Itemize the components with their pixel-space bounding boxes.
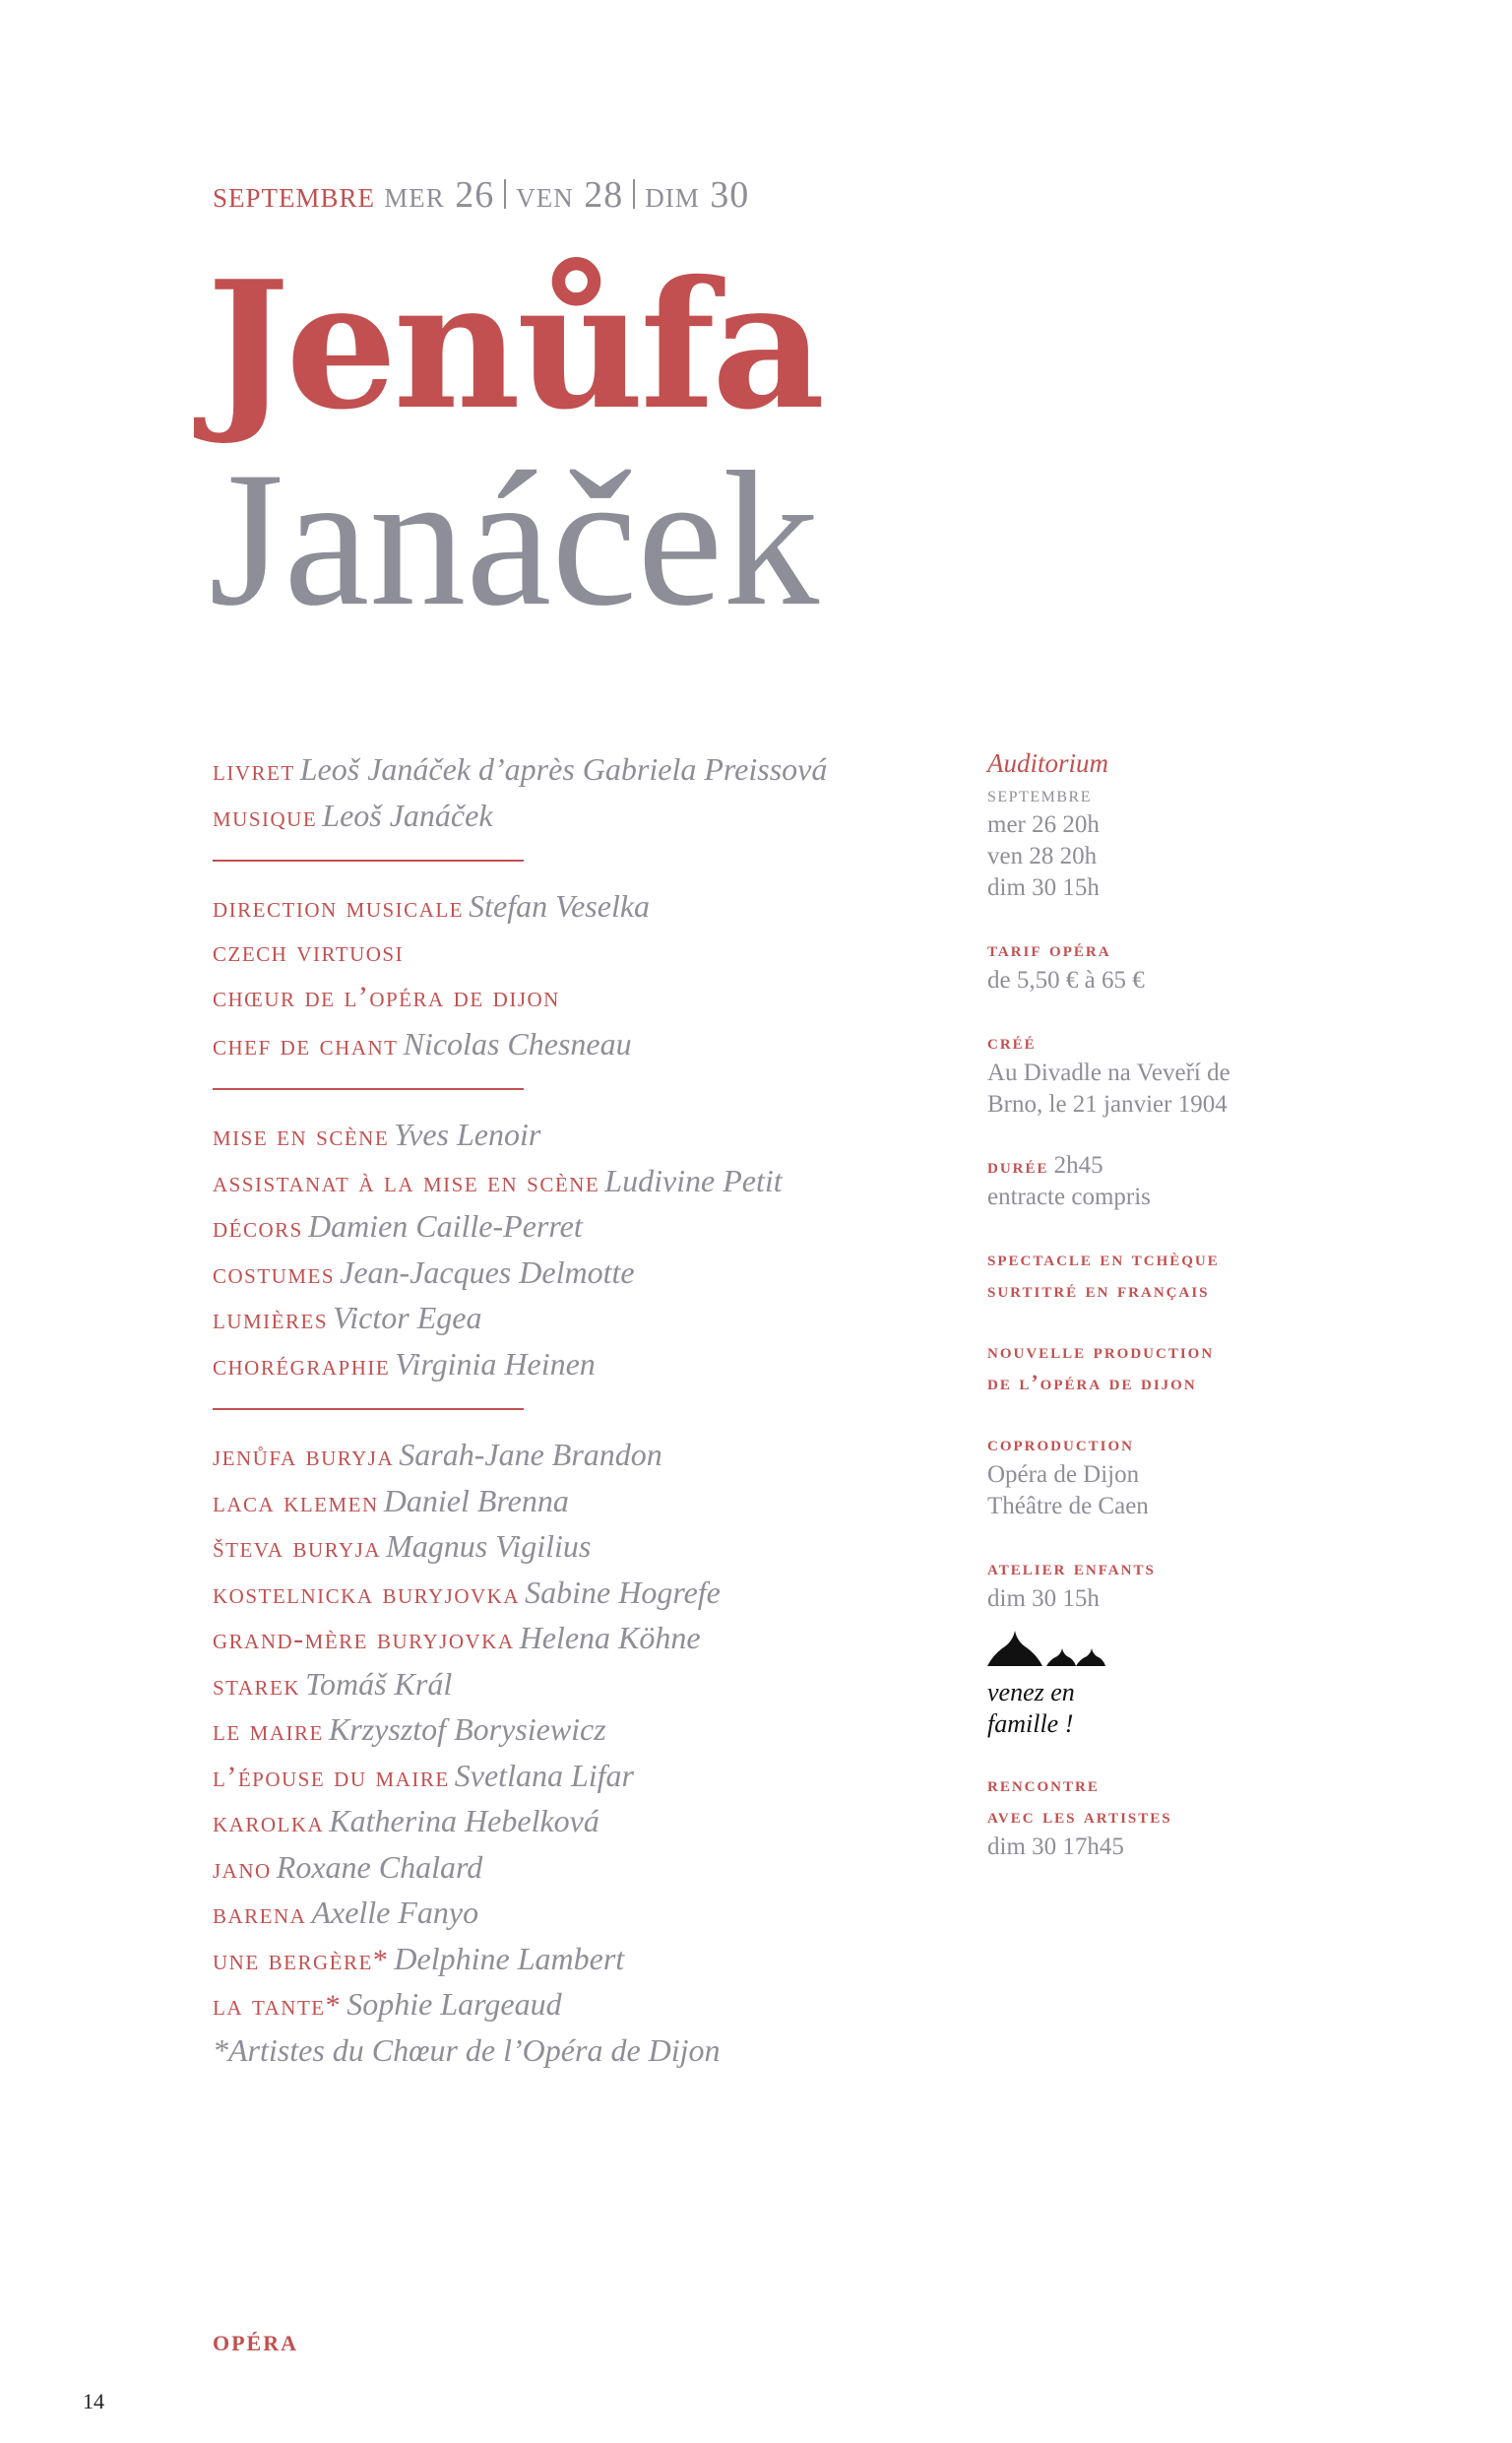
credit-value: Leoš Janáček d’après Gabriela Preissová xyxy=(299,751,828,787)
credit-line xyxy=(213,1295,980,1341)
venue-block xyxy=(987,746,1302,904)
langue-line: spectacle en tchèque xyxy=(987,1246,1220,1270)
cast-line xyxy=(213,1936,980,1982)
credit-line xyxy=(213,975,980,1021)
credit-line xyxy=(213,1112,980,1158)
credit-line xyxy=(213,930,980,976)
credit-value: Yves Lenoir xyxy=(394,1117,541,1152)
role-label: jenůfa buryja xyxy=(213,1440,395,1472)
cast-line xyxy=(213,1615,980,1661)
tarif-value: de 5,50 € à 65 € xyxy=(987,967,1145,994)
credit-label: czech virtuosi xyxy=(213,934,405,968)
dates-month: septembre xyxy=(213,174,376,216)
credit-label: chorégraphie xyxy=(213,1348,391,1382)
family-badge xyxy=(987,1629,1302,1739)
atelier-label: atelier enfants xyxy=(987,1555,1156,1579)
atelier-block xyxy=(987,1552,1302,1739)
production-line: de l’opéra de dijon xyxy=(987,1370,1197,1394)
production-block xyxy=(987,1335,1302,1398)
credit-value: Stefan Veselka xyxy=(469,888,651,924)
surtitre-line: surtitré en français xyxy=(987,1277,1210,1302)
credit-label: mise en scène xyxy=(213,1120,390,1152)
credits-list xyxy=(213,746,980,2073)
divider xyxy=(213,1408,524,1410)
cree-value: Au Divadle na Veveří de xyxy=(987,1060,1230,1086)
cast-line xyxy=(213,1844,980,1891)
credit-value: Damien Caille-Perret xyxy=(307,1208,583,1244)
performance-time: ven 28 20h xyxy=(987,843,1098,869)
role-label: jano xyxy=(213,1851,272,1885)
coproducer: Théâtre de Caen xyxy=(987,1493,1149,1519)
cast-line xyxy=(213,1753,980,1799)
singer-name: Sarah-Jane Brandon xyxy=(399,1437,662,1472)
credit-line xyxy=(213,1341,980,1387)
performance-dates xyxy=(213,173,749,217)
role-label: laca klemen xyxy=(213,1485,379,1518)
singer-name: Roxane Chalard xyxy=(276,1848,483,1885)
rencontre-label: avec les artistes xyxy=(987,1803,1172,1828)
singer-name: Sophie Largeaud xyxy=(346,1986,562,2022)
date-separator xyxy=(633,179,635,209)
cast-line xyxy=(213,1798,980,1844)
credit-value: Jean-Jacques Delmotte xyxy=(340,1254,635,1290)
date-2: ven 28 xyxy=(516,174,624,216)
credit-value: Victor Egea xyxy=(333,1300,482,1335)
duree-line xyxy=(987,1150,1302,1182)
credit-line xyxy=(213,793,980,839)
rencontre-block xyxy=(987,1768,1302,1863)
role-label: števa buryja xyxy=(213,1531,381,1564)
singer-name: Axelle Fanyo xyxy=(311,1895,479,1930)
composer-name: Janáček xyxy=(209,432,820,646)
credit-label: décors xyxy=(213,1211,303,1244)
singer-name: Delphine Lambert xyxy=(394,1940,625,1976)
credit-label: livret xyxy=(213,754,295,787)
credit-value: Ludivine Petit xyxy=(604,1162,783,1198)
cast-line xyxy=(213,1706,980,1753)
family-text: venez en xyxy=(987,1678,1075,1706)
cast-line xyxy=(213,1523,980,1570)
duree-block xyxy=(987,1150,1302,1213)
credit-value: Leoš Janáček xyxy=(322,797,493,833)
credit-line xyxy=(213,1203,980,1250)
section-label: opéra xyxy=(213,2322,298,2357)
duree-value: 2h45 xyxy=(1053,1152,1103,1179)
duree-note: entracte compris xyxy=(987,1184,1151,1210)
duree-label: durée xyxy=(987,1153,1049,1178)
credit-label: musique xyxy=(213,800,318,833)
cast-line xyxy=(213,1661,980,1707)
credit-label: assistanat à la mise en scène xyxy=(213,1165,600,1198)
production-line: nouvelle production xyxy=(987,1338,1215,1363)
cast-line xyxy=(213,1478,980,1524)
role-label: barena xyxy=(213,1897,307,1930)
rencontre-value: dim 30 17h45 xyxy=(987,1833,1124,1860)
venue-name: Auditorium xyxy=(987,748,1109,778)
credit-line xyxy=(213,746,980,793)
tarif-block xyxy=(987,933,1302,996)
divider xyxy=(213,1088,524,1090)
credit-line xyxy=(213,1250,980,1296)
credit-label: direction musicale xyxy=(213,891,464,924)
cree-block xyxy=(987,1026,1302,1121)
credit-value: Nicolas Chesneau xyxy=(403,1025,632,1061)
page-number: 14 xyxy=(83,2389,104,2413)
singer-name: Magnus Vigilius xyxy=(386,1528,592,1564)
performance-time: mer 26 20h xyxy=(987,811,1100,838)
footnote xyxy=(213,2027,980,2074)
role-label: le maire xyxy=(213,1714,324,1747)
atelier-value: dim 30 15h xyxy=(987,1585,1100,1612)
credit-label: lumières xyxy=(213,1303,328,1335)
role-label: karolka xyxy=(213,1806,325,1838)
cast-line xyxy=(213,1432,980,1478)
footnote-text: *Artistes du Chœur de l’Opéra de Dijon xyxy=(213,2031,721,2068)
coproducer: Opéra de Dijon xyxy=(987,1461,1140,1488)
singer-name: Daniel Brenna xyxy=(383,1482,569,1518)
info-column xyxy=(987,746,1302,1893)
role-label: kostelnicka buryjovka xyxy=(213,1576,521,1610)
role-label: une bergère* xyxy=(213,1943,390,1976)
langue-block xyxy=(987,1243,1302,1306)
cree-label: créé xyxy=(987,1029,1037,1054)
role-label: grand-mère buryjovka xyxy=(213,1623,515,1655)
divider xyxy=(213,860,524,862)
date-3: dim 30 xyxy=(645,174,750,216)
credit-label: chef de chant xyxy=(213,1028,399,1061)
date-1: mer 26 xyxy=(384,174,495,216)
credit-label: chœur de l’opéra de dijon xyxy=(213,981,560,1013)
date-separator xyxy=(504,179,506,209)
tarif-label: tarif opéra xyxy=(987,936,1111,961)
credit-label: costumes xyxy=(213,1256,336,1290)
role-label: l’épouse du maire xyxy=(213,1760,450,1793)
singer-name: Katherina Hebelková xyxy=(329,1803,599,1838)
singer-name: Sabine Hogrefe xyxy=(525,1574,721,1610)
cast-line xyxy=(213,1890,980,1936)
info-month: septembre xyxy=(987,782,1092,806)
credit-line xyxy=(213,1158,980,1204)
role-label: starek xyxy=(213,1668,300,1702)
credit-line xyxy=(213,883,980,930)
singer-name: Helena Köhne xyxy=(519,1620,701,1655)
singer-name: Krzysztof Borysiewicz xyxy=(328,1711,606,1747)
cast-line xyxy=(213,1981,980,2027)
singer-name: Tomáš Král xyxy=(305,1665,453,1702)
coproduction-block xyxy=(987,1428,1302,1522)
credit-value: Virginia Heinen xyxy=(395,1345,596,1382)
cast-line xyxy=(213,1570,980,1616)
cree-value: Brno, le 21 janvier 1904 xyxy=(987,1091,1228,1118)
performance-time: dim 30 15h xyxy=(987,874,1100,901)
opera-title: Jenůfa xyxy=(207,242,822,448)
coproduction-label: coproduction xyxy=(987,1431,1135,1455)
family-icon xyxy=(987,1629,1105,1676)
rencontre-label: rencontre xyxy=(987,1771,1100,1796)
credit-line xyxy=(213,1021,980,1067)
singer-name: Svetlana Lifar xyxy=(454,1757,634,1793)
role-label: la tante* xyxy=(213,1989,343,2022)
family-text: famille ! xyxy=(987,1709,1074,1738)
